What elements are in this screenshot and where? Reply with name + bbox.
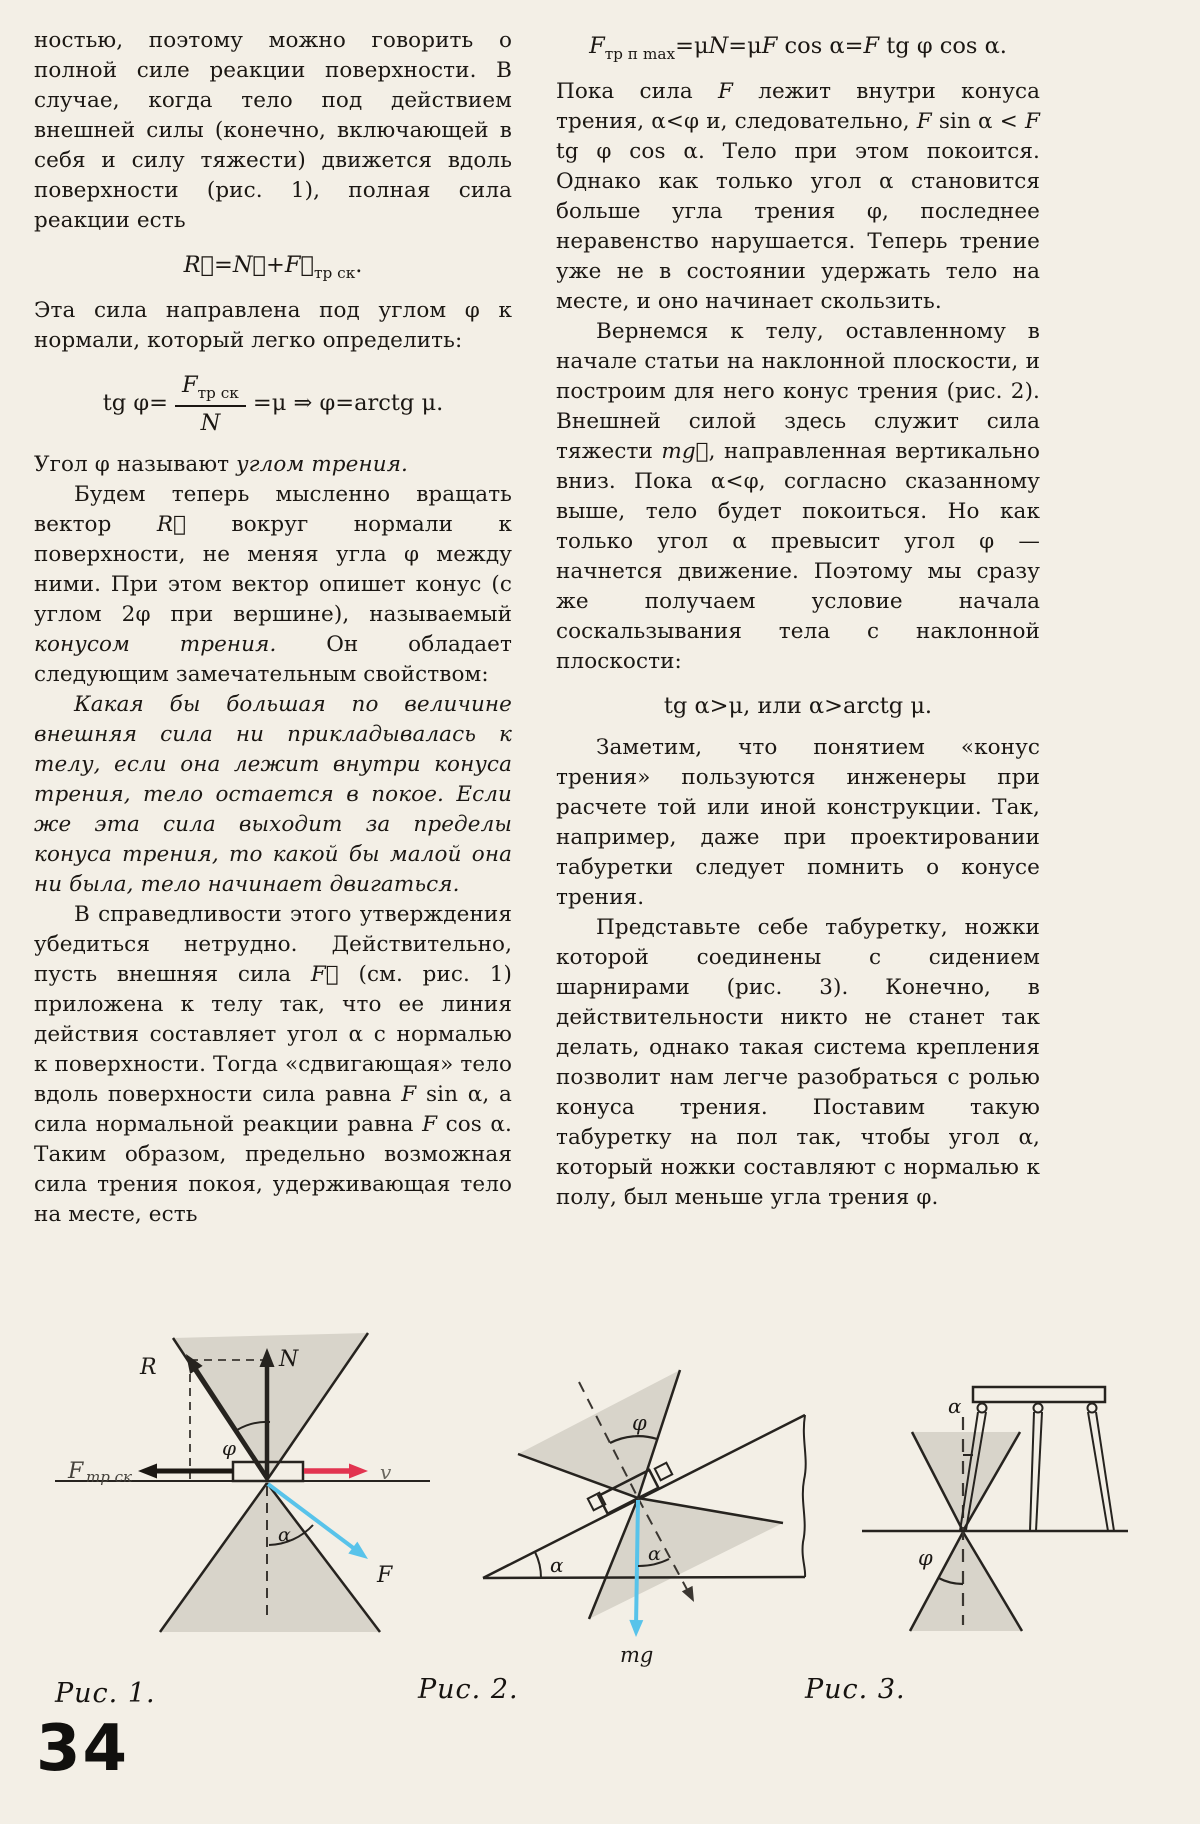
right-column (556, 26, 1040, 1213)
caption-text: Рис. 3. (805, 1674, 906, 1705)
formula-text: cos α= (777, 33, 864, 59)
paragraph (34, 450, 512, 480)
formula-text: F (181, 371, 198, 398)
paragraph (34, 26, 512, 236)
force-symbol: F (718, 78, 734, 104)
cone-lower (160, 1483, 380, 1632)
figure-3-stool-friction-cone (850, 1375, 1140, 1640)
label-alpha: α (278, 1524, 291, 1546)
hinge (1088, 1404, 1097, 1413)
right-angle-mark (655, 1463, 672, 1480)
label-friction-subscript: тр ск (86, 1468, 132, 1486)
caption-text: Рис. 2. (418, 1674, 519, 1705)
incline-base (483, 1577, 805, 1578)
body-text: Он обладает следующим замечательным свойством: (34, 631, 512, 687)
label-R: R (140, 1355, 157, 1380)
paragraph (556, 913, 1040, 1213)
body-text: Вернемся к телу, оставленному в начале статьи на наклонной плоскости, и построим для него конус трения (рис. 2). Внешней силой здесь служит сила тяжести (556, 318, 1040, 464)
formula-text: F (761, 33, 778, 59)
paragraph (556, 317, 1040, 677)
cone-upper (173, 1333, 368, 1480)
formula-max-friction (556, 32, 1040, 64)
vector-symbol: R⃗ (156, 511, 187, 537)
formula-reaction-sum (34, 251, 512, 283)
fraction (175, 371, 246, 437)
label-phi: φ (222, 1436, 237, 1460)
label-friction-force: F (68, 1459, 84, 1484)
cone-upper (912, 1432, 1020, 1531)
body-text: лежит внутри конуса трения, α<φ и, следовательно, (556, 78, 1040, 134)
label-mg: mg (620, 1643, 654, 1667)
body-text: Эта сила направлена под углом φ к нормали, который легко определить: (34, 297, 512, 353)
vector-mg (636, 1500, 638, 1627)
term-italic: конусом трения. (34, 631, 277, 657)
stool-leg (1030, 1412, 1034, 1531)
paragraph (556, 77, 1040, 317)
term-italic: углом трения. (236, 451, 408, 477)
cone-lower (589, 1498, 783, 1619)
formula-text: tg α>μ, или α>arctg μ. (663, 692, 933, 719)
formula-slip-condition (556, 692, 1040, 720)
label-alpha-incline: α (550, 1553, 564, 1577)
formula-text: R⃗=N⃗+F⃗ (183, 252, 315, 278)
formula-text: F (863, 33, 880, 59)
body-text: Пока сила (556, 78, 718, 104)
cone-upper (518, 1370, 680, 1498)
body-text: Представьте себе табуретку, ножки которой соединены с сидением шарнирами (рис. 3). Конечно, в действительности никто не станет так делать, однако такая система крепления позволит нам легче разобраться с ролью конуса трения. Поставим такую табуретку на пол так, чтобы угол α, который ножки составляют с нормалью к полу, был меньше угла трения φ. (556, 915, 1040, 1211)
formula-text: . (355, 252, 363, 278)
label-F: F (377, 1563, 393, 1588)
figure-1-caption (55, 1678, 156, 1709)
body-text: ностью, поэтому можно говорить о полной силе реакции поверхности. В случае, когда тело под действием внешней силы (конечно, включающей в себя и силу тяжести) движется вдоль поверхности (рис. 1), полная сила реакции есть (34, 28, 512, 233)
arrowhead-friction (138, 1464, 157, 1479)
formula-text: N (708, 33, 729, 59)
label-N: N (279, 1347, 299, 1372)
label-phi: φ (918, 1546, 933, 1570)
body-text: вокруг нормали к поверхности, не меняя угла φ между ними. При этом вектор опишет конус (с углом 2φ при вершине), называемый (34, 511, 512, 627)
label-alpha-axis: α (648, 1543, 661, 1565)
body-text: sin α < (931, 108, 1025, 134)
figure-3-caption (805, 1674, 906, 1705)
formula-text: =μ (675, 33, 709, 59)
stool-leg (1036, 1412, 1042, 1531)
body-text: tg φ cos α. Тело при этом покоится. Однако как только угол α становится больше угла трения φ, последнее неравенство нарушается. Теперь трение уже не в состоянии удержать тело на месте, и оно начинает скользить. (556, 138, 1040, 314)
body-text: Угол φ называют (34, 451, 237, 477)
paragraph (34, 296, 512, 356)
hinge (1034, 1404, 1043, 1413)
force-symbol: F (1024, 108, 1040, 134)
formula-tangent-phi (34, 371, 512, 437)
paragraph (556, 733, 1040, 913)
figure-2-friction-cone-incline (410, 1330, 830, 1670)
angle-arc-alpha-incline (535, 1552, 541, 1578)
arrowhead-velocity (349, 1464, 368, 1479)
stool-seat (973, 1387, 1105, 1402)
formula-text: =μ ⇒ φ=arctg μ. (252, 389, 444, 416)
formula-text: tg φ cos α. (879, 33, 1007, 59)
body-text: Заметим, что понятием «конус трения» пользуются инженеры при расчете той или иной конструкции. Так, например, даже при проектировании табуретки следует помнить о конусе трения. (556, 735, 1040, 911)
force-symbol: F (422, 1111, 438, 1137)
body-text: В справедливости этого утверждения убедиться нетрудно. Действительно, пусть внешняя сила (34, 901, 512, 987)
arrowhead-axis (682, 1586, 700, 1605)
label-alpha: α (948, 1394, 962, 1418)
arrowhead-mg (629, 1620, 643, 1637)
body-text: Какая бы большая по величине внешняя сила ни прикладывалась к телу, если она лежит внутри конуса трения, тело остается в покое. Если же эта сила выходит за пределы конуса трения, то какой бы малой она ни была, тело начинает двигаться. (34, 691, 512, 897)
formula-text: F (589, 33, 605, 59)
formula-text: N (200, 409, 221, 436)
force-symbol: F (401, 1081, 417, 1107)
page-number: 34 (36, 1712, 130, 1786)
body-text: cos α. Таким образом, предельно возможная сила трения покоя, удерживающая тело на месте, есть (34, 1111, 512, 1227)
formula-subscript: тр п max (604, 44, 676, 63)
body-text: sin α, а сила нормальной реакции равна (34, 1081, 512, 1137)
vector-symbol: F⃗ (310, 961, 339, 987)
figure-1-friction-cone-horizontal (40, 1320, 440, 1665)
figure-2-caption (418, 1674, 519, 1705)
formula-text: =μ (728, 33, 762, 59)
incline-back-edge (803, 1415, 806, 1577)
formula-subscript: тр ск (197, 383, 239, 402)
force-symbol: F (916, 108, 932, 134)
formula-text: tg φ= (102, 389, 168, 416)
body-text: Будем теперь мысленно вращать вектор (34, 481, 512, 537)
hinge (978, 1404, 987, 1413)
label-velocity: v (380, 1460, 392, 1484)
paragraph (34, 900, 512, 1230)
formula-subscript: тр ск (314, 263, 356, 282)
label-phi: φ (632, 1411, 647, 1435)
paragraph-italic (34, 690, 512, 900)
body-text: (см. рис. 1) приложена к телу так, что ее линия действия составляет угол α с нормалью к поверхности. Тогда «сдвигающая» тело вдоль поверхности сила равна (34, 961, 512, 1107)
paragraph (34, 480, 512, 690)
body-text: , направленная вертикально вниз. Пока α<φ, согласно сказанному выше, тело будет покоиться. Но как только угол α превысит угол φ — начнется движение. Поэтому мы сразу же получаем условие начала соскальзывания тела с наклонной плоскости: (556, 438, 1041, 674)
left-column (34, 26, 512, 1230)
vector-symbol: mg⃗ (661, 438, 709, 464)
caption-text: Рис. 1. (55, 1678, 156, 1709)
